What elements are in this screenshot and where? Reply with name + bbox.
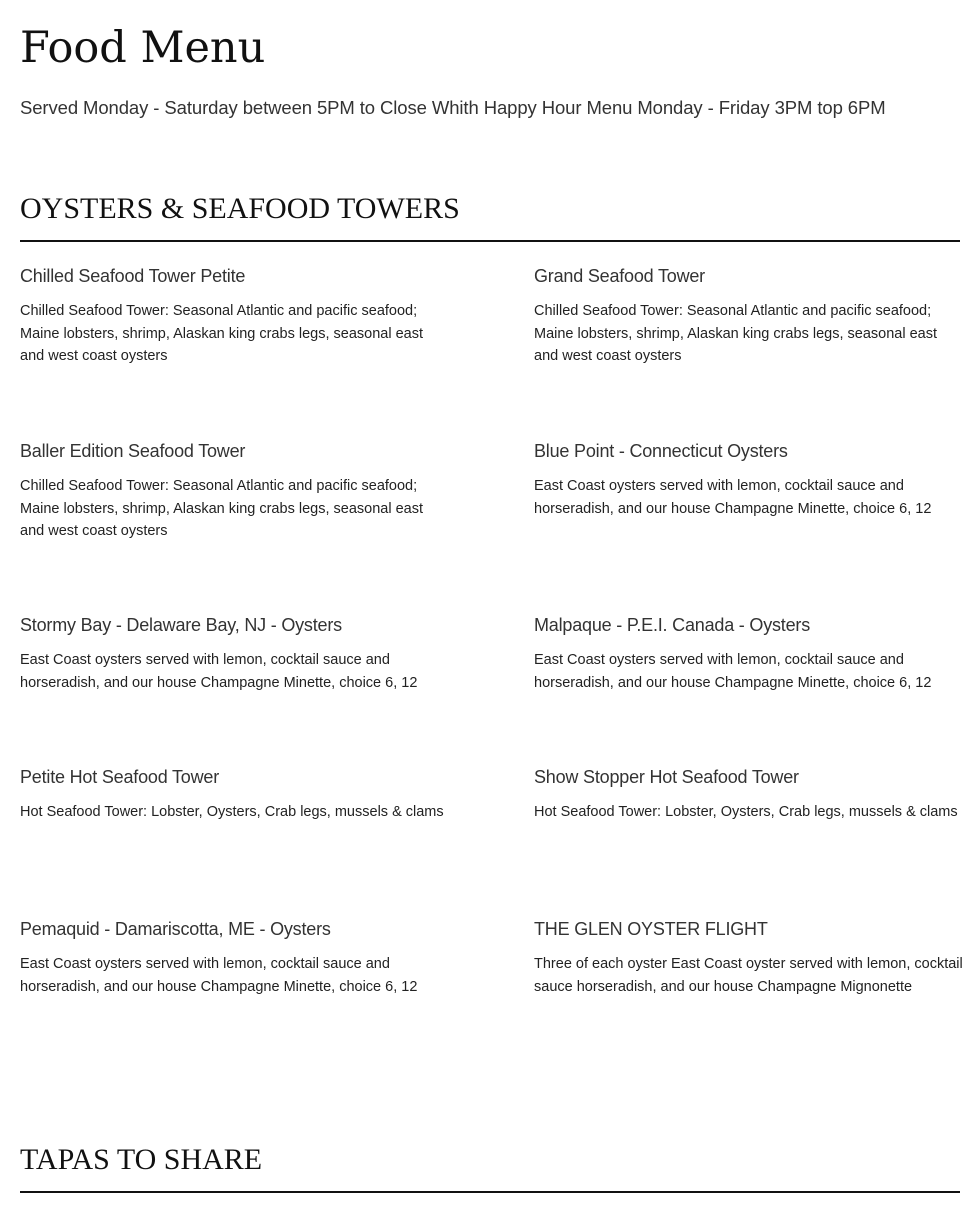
menu-item-description: Hot Seafood Tower: Lobster, Oysters, Crab legs, mussels & clams: [534, 804, 958, 820]
menu-item-description: Chilled Seafood Tower: Seasonal Atlantic and pacific seafood; Maine lobsters, shrimp, Alaskan king crabs legs, seasonal east and west coast oysters: [20, 478, 423, 540]
section-heading-tapas: TAPAS TO SHARE: [20, 1143, 263, 1176]
page-subtitle: Served Monday - Saturday between 5PM to Close Whith Happy Hour Menu Monday - Friday 3PM top 6PM: [20, 97, 886, 118]
menu-item-name: Chilled Seafood Tower Petite: [20, 266, 246, 286]
menu-item: [534, 917, 964, 998]
menu-item-name: Blue Point - Connecticut Oysters: [534, 441, 788, 461]
menu-item-description: East Coast oysters served with lemon, cocktail sauce and horseradish, and our house Champagne Minette, choice 6, 12: [534, 478, 932, 517]
menu-item: [20, 439, 450, 543]
menu-item-name: Malpaque - P.E.I. Canada - Oysters: [534, 615, 811, 635]
menu-item: [534, 439, 964, 520]
menu-item-description: East Coast oysters served with lemon, cocktail sauce and horseradish, and our house Champagne Minette, choice 6, 12: [20, 956, 418, 995]
menu-item-name: Stormy Bay - Delaware Bay, NJ - Oysters: [20, 615, 342, 635]
menu-item: [20, 917, 450, 998]
menu-item-description: Chilled Seafood Tower: Seasonal Atlantic and pacific seafood; Maine lobsters, shrimp, Alaskan king crabs legs, seasonal east and west coast oysters: [534, 303, 937, 365]
menu-item-name: THE GLEN OYSTER FLIGHT: [534, 919, 768, 939]
section-heading-oysters: OYSTERS & SEAFOOD TOWERS: [20, 192, 460, 225]
menu-item: [534, 613, 964, 694]
menu-item-name: Show Stopper Hot Seafood Tower: [534, 767, 799, 787]
menu-item-description: Three of each oyster East Coast oyster served with lemon, cocktail sauce horseradish, and our house Champagne Mignonette: [534, 956, 963, 995]
menu-item: [20, 765, 450, 824]
menu-item: [534, 264, 964, 368]
menu-item: [20, 264, 450, 368]
menu-item-name: Baller Edition Seafood Tower: [20, 441, 246, 461]
menu-item: [20, 613, 450, 694]
menu-item-description: Chilled Seafood Tower: Seasonal Atlantic and pacific seafood; Maine lobsters, shrimp, Alaskan king crabs legs, seasonal east and west coast oysters: [20, 303, 423, 365]
menu-item-description: East Coast oysters served with lemon, cocktail sauce and horseradish, and our house Champagne Minette, choice 6, 12: [534, 652, 932, 691]
menu-item-name: Pemaquid - Damariscotta, ME - Oysters: [20, 919, 331, 939]
menu-item-name: Petite Hot Seafood Tower: [20, 767, 219, 787]
section-divider: [20, 1191, 960, 1193]
page-title: Food Menu: [20, 23, 266, 73]
section-divider: [20, 240, 960, 242]
menu-item: [534, 765, 964, 824]
menu-item-name: Grand Seafood Tower: [534, 266, 705, 286]
menu-item-description: Hot Seafood Tower: Lobster, Oysters, Crab legs, mussels & clams: [20, 804, 444, 820]
menu-item-description: East Coast oysters served with lemon, cocktail sauce and horseradish, and our house Champagne Minette, choice 6, 12: [20, 652, 418, 691]
